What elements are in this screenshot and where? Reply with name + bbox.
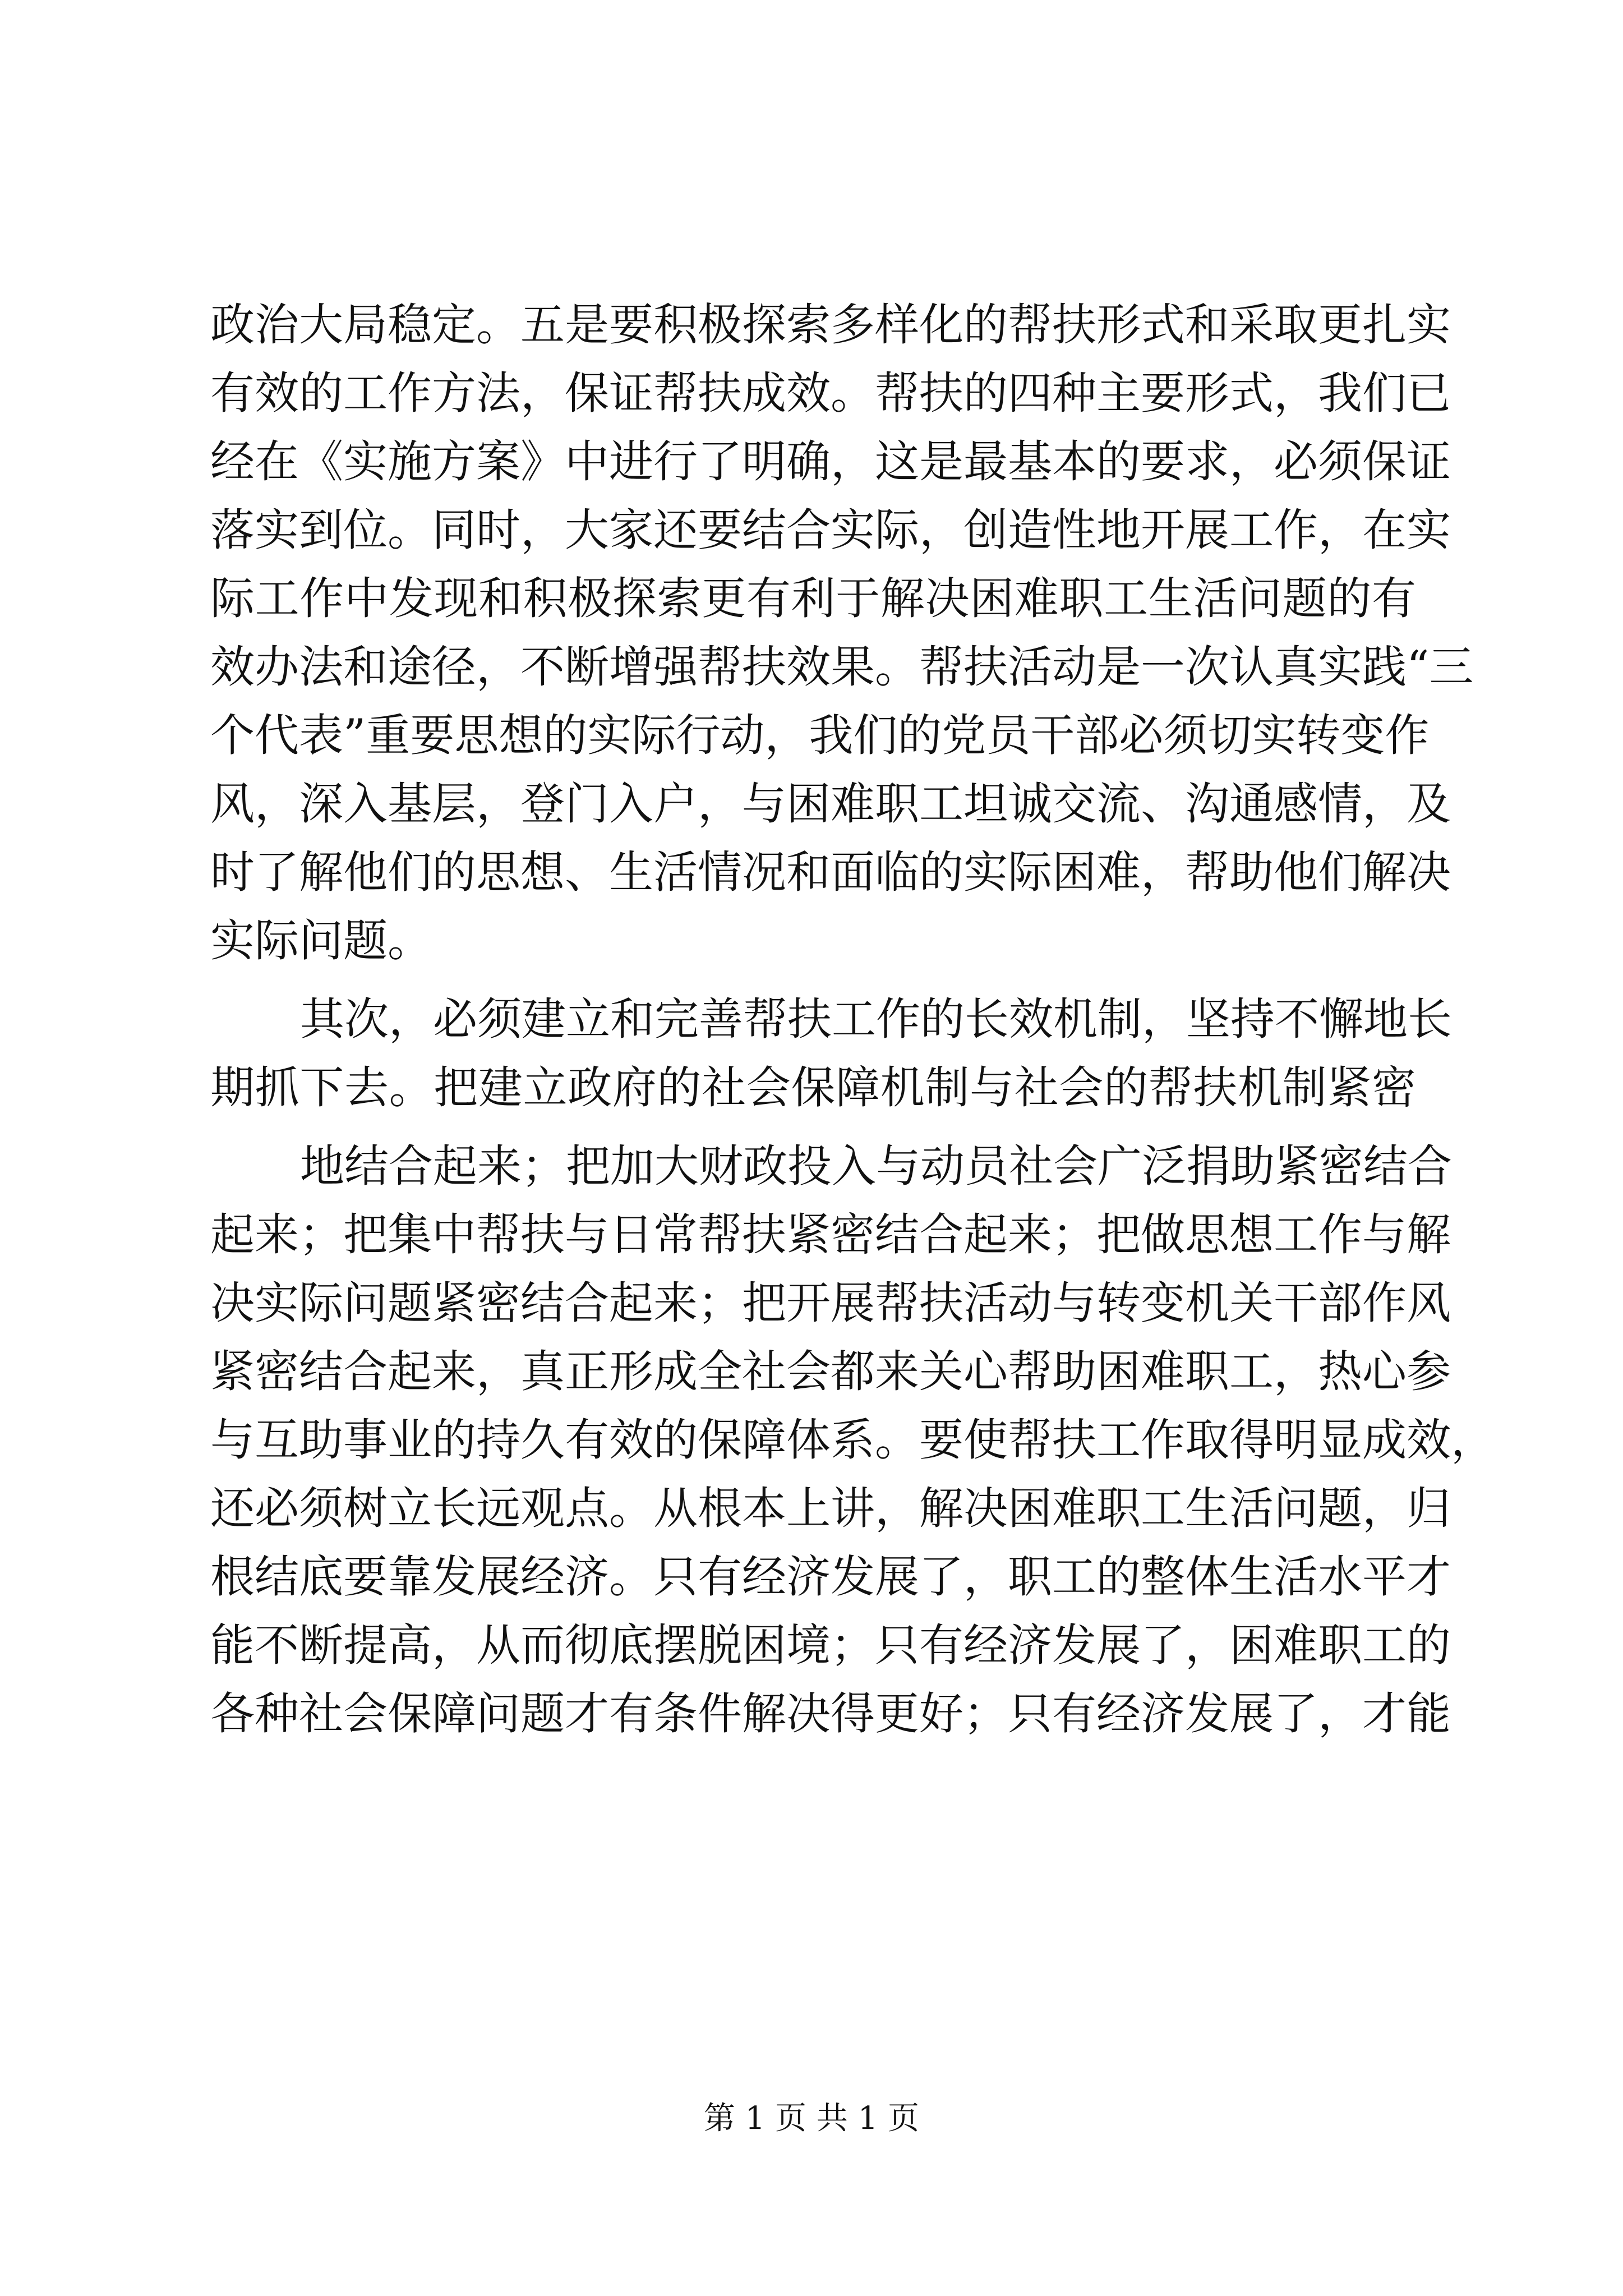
text-line: 政治大局稳定。五是要积极探索多样化的帮扶形式和采取更扎实 [210,299,1451,351]
paragraph-gap [210,1122,1416,1132]
text-line: 根结底要靠发展经济。只有经济发展了，职工的整体生活水平才 [210,1551,1451,1603]
text-line: 际工作中发现和积极探索更有利于解决困难职工生活问题的有 [210,573,1416,624]
page-footer: 第 1 页 共 1 页 [703,2100,920,2137]
paragraph [210,985,1452,1122]
paragraph [210,291,1474,975]
text-line: 经在《实施方案》中进行了明确，这是最基本的要求，必须保证 [210,436,1451,487]
text-line: 风，深入基层，登门入户，与困难职工坦诚交流、沟通感情，及 [210,778,1451,830]
text-line: 其次，必须建立和完善帮扶工作的长效机制，坚持不懈地长 [300,993,1452,1045]
text-line: 落实到位。同时，大家还要结合实际，创造性地开展工作，在实 [210,504,1451,556]
text-line: 有效的工作方法，保证帮扶成效。帮扶的四种主要形式，我们已 [210,367,1451,419]
text-line: 能不断提高，从而彻底摆脱困境；只有经济发展了，困难职工的 [210,1619,1451,1671]
paragraph-gap [210,975,1416,985]
text-line: 地结合起来；把加大财政投入与动员社会广泛捐助紧密结合 [300,1140,1452,1192]
text-line: 实际问题。 [210,915,432,967]
text-line: 个代表”重要思想的实际行动，我们的党员干部必须切实转变作 [210,710,1430,761]
text-line: 各种社会保障问题才有条件解决得更好；只有经济发展了，才能 [210,1688,1451,1740]
text-line: 时了解他们的思想、生活情况和面临的实际困难，帮助他们解决 [210,846,1451,898]
paragraph [210,1132,1495,1748]
text-line: 决实际问题紧密结合起来；把开展帮扶活动与转变机关干部作风 [210,1277,1451,1329]
text-line: 紧密结合起来，真正形成全社会都来关心帮助困难职工，热心参 [210,1346,1451,1397]
text-line: 与互助事业的持久有效的保障体系。要使帮扶工作取得明显成效， [210,1414,1495,1466]
document-body [210,291,1495,1748]
text-line: 起来；把集中帮扶与日常帮扶紧密结合起来；把做思想工作与解 [210,1209,1451,1260]
text-line: 效办法和途径，不断增强帮扶效果。帮扶活动是一次认真实践“三 [210,641,1474,693]
text-line: 期抓下去。把建立政府的社会保障机制与社会的帮扶机制紧密 [210,1062,1416,1114]
text-line: 还必须树立长远观点。从根本上讲，解决困难职工生活问题，归 [210,1483,1451,1534]
